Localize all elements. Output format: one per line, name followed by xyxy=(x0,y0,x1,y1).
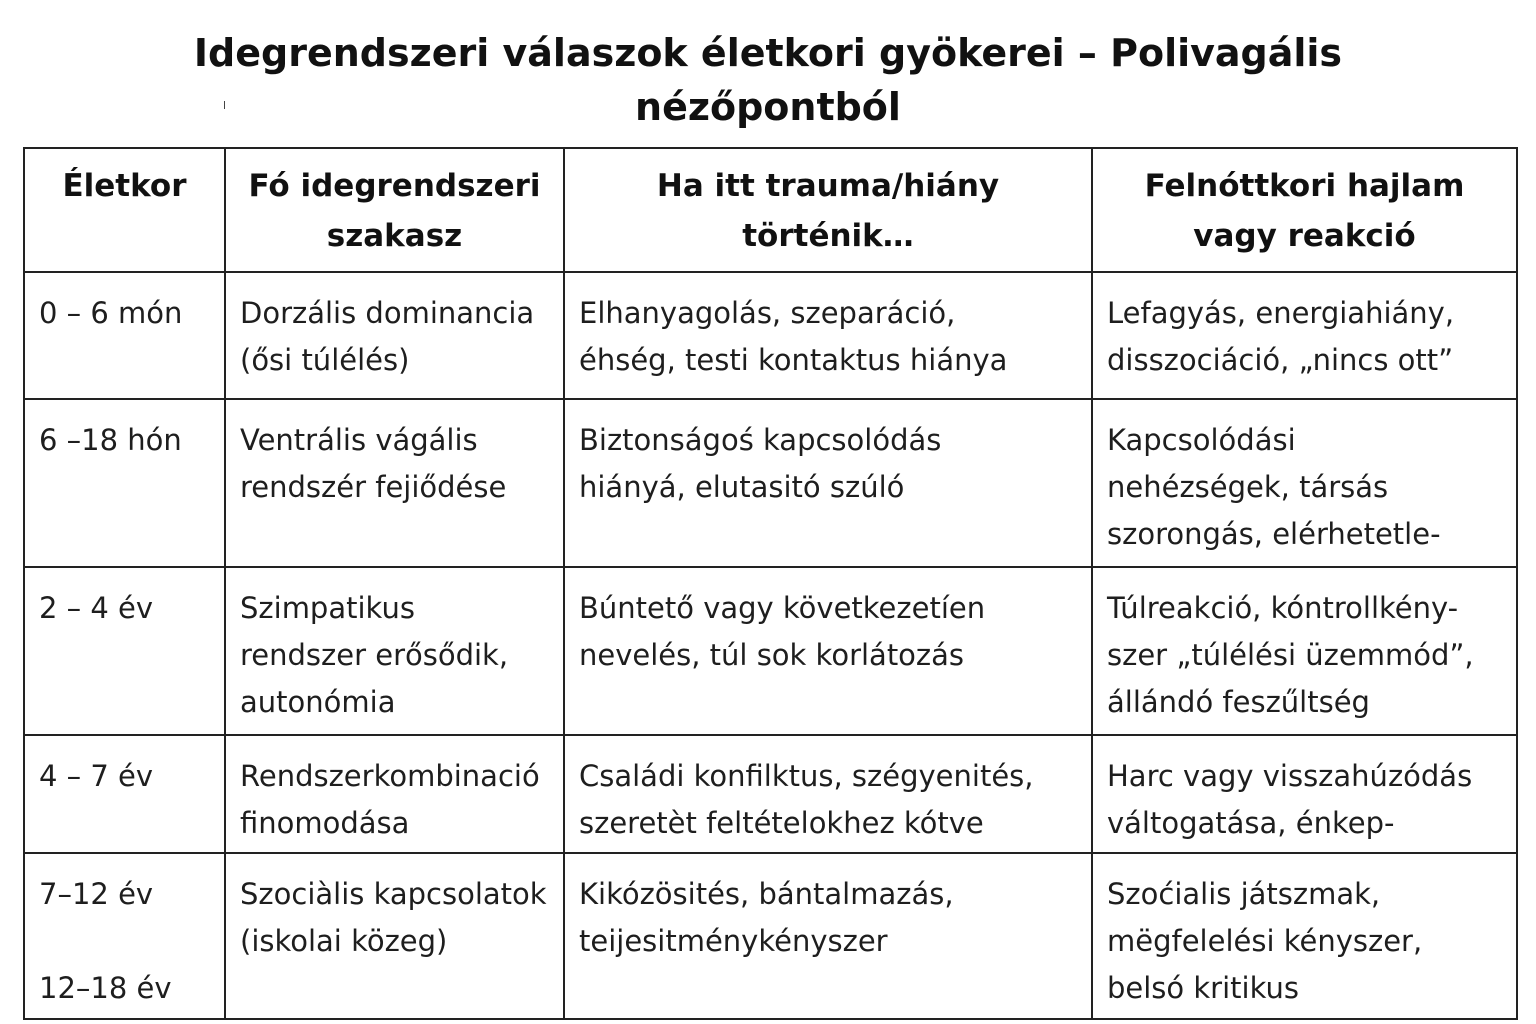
page-title xyxy=(0,26,1536,134)
adult-cell: Lefagyás, energiahiány, disszociáció, „nincs ott” xyxy=(1092,272,1517,399)
trauma-cell: Kikózösités, bántalmazás, teijesitménykényszer xyxy=(564,853,1092,1019)
trauma-cell: Családi konfilktus, szégyenités, szeretèt feltételokhez kótve xyxy=(564,735,1092,853)
adult-cell: Szoćialis játszmak, mëgfelelési kényszer, belsó kritikus xyxy=(1092,853,1517,1019)
header-trauma: Ha itt trauma/hiány történik… xyxy=(564,148,1092,272)
table-row xyxy=(24,853,1517,1019)
stage-cell: Dorzális dominancia (ősi túlélés) xyxy=(225,272,564,399)
stage-cell: Szociàlis kapcsolatok (iskolai közeg) xyxy=(225,853,564,1019)
age-gap xyxy=(39,918,224,965)
table-row xyxy=(24,399,1517,567)
table-row xyxy=(24,735,1517,853)
header-stage: Fó idegrendszeri szakasz xyxy=(225,148,564,272)
age-cell: 0 – 6 món xyxy=(24,272,225,399)
header-row xyxy=(24,148,1517,272)
trauma-cell: Biztonságoś kapcsolódás hiányá, elutasitó szúló xyxy=(564,399,1092,567)
age-cell: 7–12 év 12–18 év xyxy=(24,853,225,1019)
age-cell: 6 –18 hón xyxy=(24,399,225,567)
title-line-2: nézőpontból xyxy=(635,85,901,129)
age-cell: 2 – 4 év xyxy=(24,567,225,735)
header-age: Életkor xyxy=(24,148,225,272)
age-cell: 4 – 7 év xyxy=(24,735,225,853)
title-line-1: Idegrendszeri válaszok életkori gyökerei – Polivagális xyxy=(193,31,1343,75)
adult-cell: Harc vagy visszahúzódás váltogatása, énkep- xyxy=(1092,735,1517,853)
age-table xyxy=(23,147,1518,1020)
trauma-cell: Elhanyagolás, szeparáció, éhség, testi kontaktus hiánya xyxy=(564,272,1092,399)
table-row xyxy=(24,567,1517,735)
stage-cell: Rendszerkombinació finomodása xyxy=(225,735,564,853)
table-row xyxy=(24,272,1517,399)
trauma-cell: Búntető vagy következetíen nevelés, túl sok korlátozás xyxy=(564,567,1092,735)
adult-cell: Kapcsolódási nehézségek, társás szorongás, elérhetetle- xyxy=(1092,399,1517,567)
stage-cell: Ventrális vágális rendszér fejiődése xyxy=(225,399,564,567)
header-adult: Felnóttkori hajlam vagy reakció xyxy=(1092,148,1517,272)
stray-tick-mark xyxy=(224,101,225,109)
stage-cell: Szimpatikus rendszer erősődik, autonómia xyxy=(225,567,564,735)
adult-cell: Túlreakció, kóntrollkény- szer „túlélési üzemmód”, állándó feszűltség xyxy=(1092,567,1517,735)
